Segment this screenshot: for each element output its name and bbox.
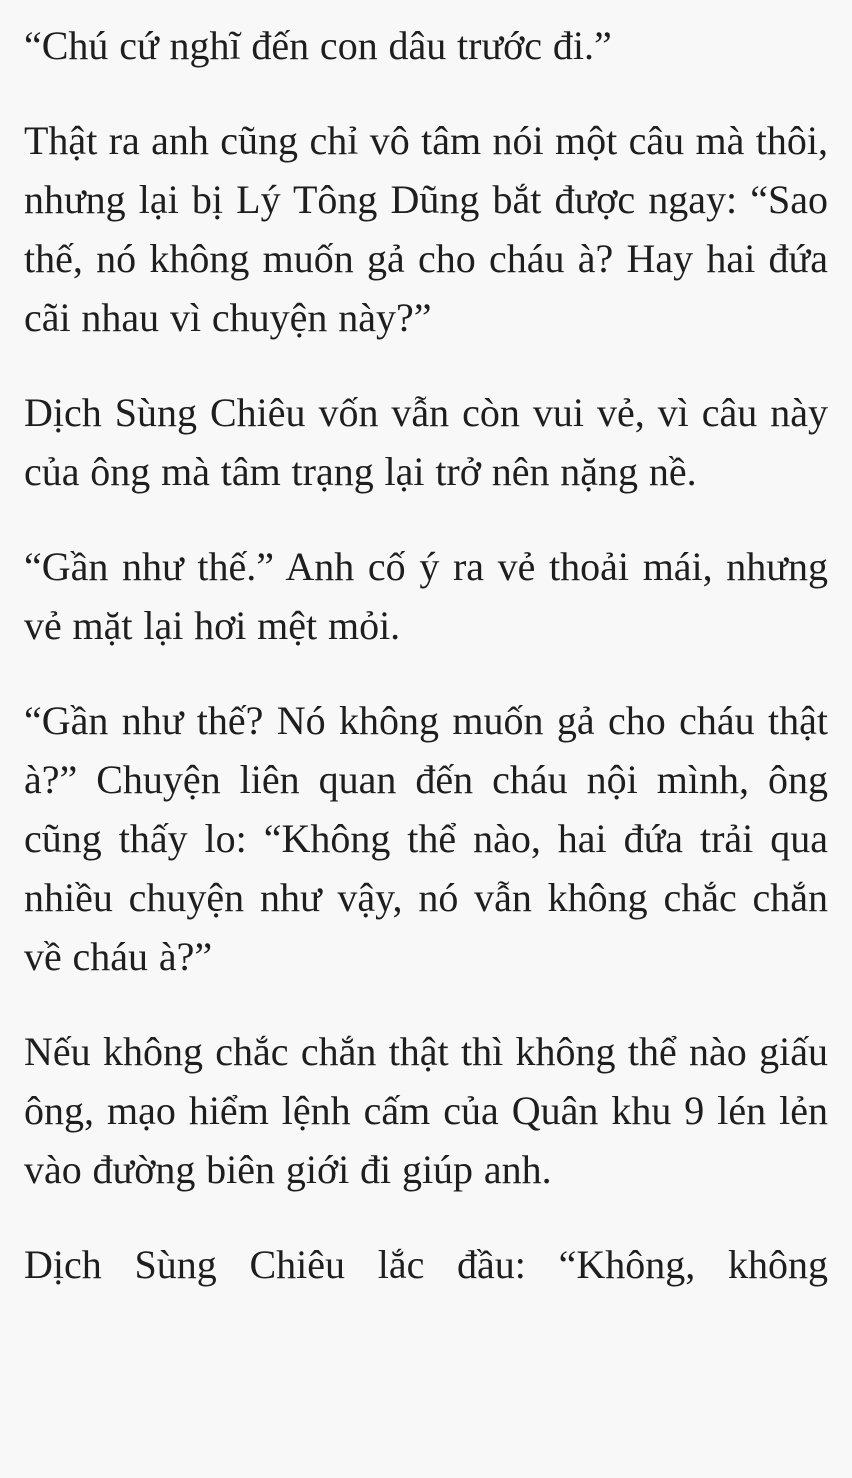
paragraph: Dịch Sùng Chiêu vốn vẫn còn vui vẻ, vì câu này của ông mà tâm trạng lại trở nên nặng nề. [24,390,828,494]
paragraph: Nếu không chắc chắn thật thì không thể nào giấu ông, mạo hiểm lệnh cấm của Quân khu 9 lén lẻn vào đường biên giới đi giúp anh. [24,1029,828,1192]
paragraph: Thật ra anh cũng chỉ vô tâm nói một câu mà thôi, nhưng lại bị Lý Tông Dũng bắt được ngay: “Sao thế, nó không muốn gả cho cháu à? Hay hai đứa cãi nhau vì chuyện này?” [24,118,828,340]
paragraph-continued: Dịch Sùng Chiêu lắc đầu: “Không, không [24,1242,828,1287]
paragraph: “Chú cứ nghĩ đến con dâu trước đi.” [24,23,612,68]
paragraph: “Gần như thế.” Anh cố ý ra vẻ thoải mái, nhưng vẻ mặt lại hơi mệt mỏi. [24,544,828,648]
paragraph: “Gần như thế? Nó không muốn gả cho cháu thật à?” Chuyện liên quan đến cháu nội mình, ông cũng thấy lo: “Không thể nào, hai đứa trải qua nhiều chuyện như vậy, nó vẫn không chắc chắn về cháu à?” [24,698,828,979]
